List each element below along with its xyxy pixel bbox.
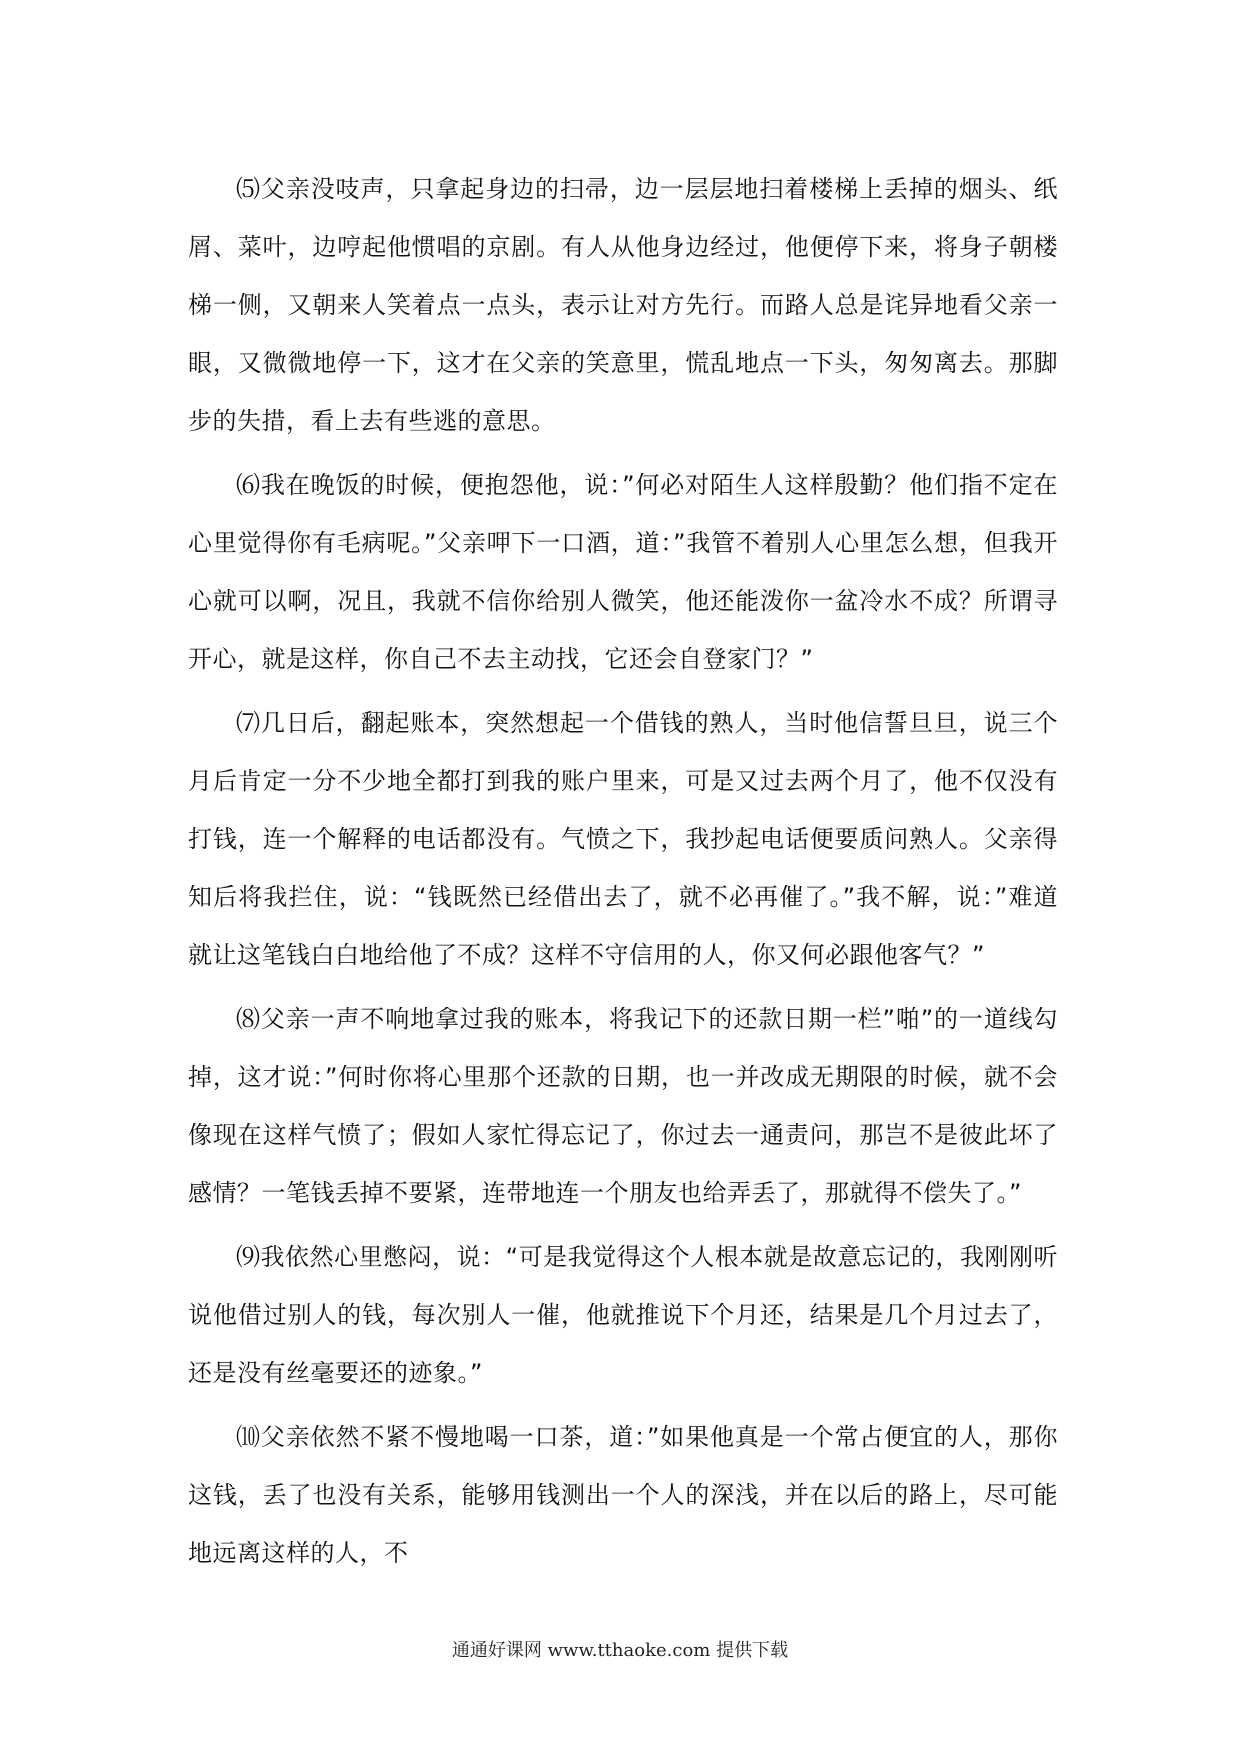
article-body [188, 160, 1058, 1588]
paragraph-9: ⑼我依然心里憋闷，说：“可是我觉得这个人根本就是故意忘记的，我刚刚听说他借过别人的钱，每次别人一催，他就推说下个月还，结果是几个月过去了，还是没有丝毫要还的迹象。” [188, 1243, 1058, 1387]
paragraph-5: ⑸父亲没吱声，只拿起身边的扫帚，边一层层地扫着楼梯上丢掉的烟头、纸屑、菜叶，边哼起他惯唱的京剧。有人从他身边经过，他便停下来，将身子朝楼梯一侧，又朝来人笑着点一点头，表示让对方先行。而路人总是诧异地看父亲一眼，又微微地停一下，这才在父亲的笑意里，慌乱地点一下头，匆匆离去。那脚步的失措，看上去有些逃的意思。 [188, 175, 1058, 435]
paragraph-10: ⑽父亲依然不紧不慢地喝一口茶，道：”如果他真是一个常占便宜的人，那你这钱，丢了也没有关系，能够用钱测出一个人的深浅，并在以后的路上，尽可能地远离这样的人，不 [188, 1423, 1058, 1567]
page-footer: 通通好课网 www.tthaoke.com 提供下载 [451, 1640, 789, 1661]
paragraph-6: ⑹我在晚饭的时候，便抱怨他，说：”何必对陌生人这样殷勤？他们指不定在心里觉得你有毛病呢。”父亲呷下一口酒，道：”我管不着别人心里怎么想，但我开心就可以啊，况且，我就不信你给别人微笑，他还能泼你一盆冷水不成？所谓寻开心，就是这样，你自己不去主动找，它还会自登家门？” [188, 471, 1058, 673]
paragraph-7: ⑺几日后，翻起账本，突然想起一个借钱的熟人，当时他信誓旦旦，说三个月后肯定一分不少地全都打到我的账户里来，可是又过去两个月了，他不仅没有打钱，连一个解释的电话都没有。气愤之下，我抄起电话便要质问熟人。父亲得知后将我拦住，说：“钱既然已经借出去了，就不必再催了。”我不解，说：”难道就让这笔钱白白地给他了不成？这样不守信用的人，你又何必跟他客气？” [188, 709, 1058, 969]
paragraph-8: ⑻父亲一声不响地拿过我的账本，将我记下的还款日期一栏”啪”的一道线勾掉，这才说：”何时你将心里那个还款的日期，也一并改成无期限的时候，就不会像现在这样气愤了；假如人家忙得忘记了，你过去一通责问，那岂不是彼此坏了感情？一笔钱丢掉不要紧，连带地连一个朋友也给弄丢了，那就得不偿失了。” [188, 1005, 1058, 1207]
